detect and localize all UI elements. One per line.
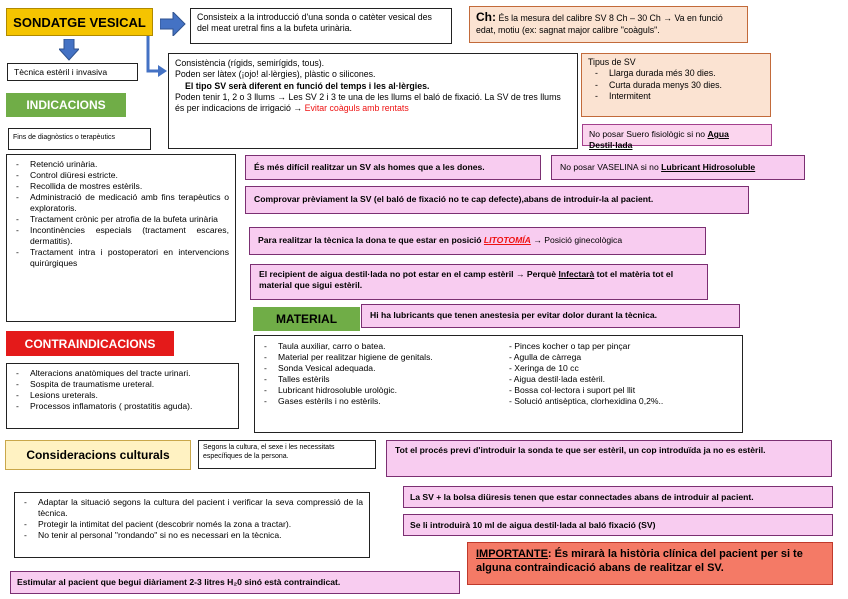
list-item: - Talles estèrils bbox=[261, 374, 501, 385]
tecnica-box: Tècnica estèril i invasiva bbox=[7, 63, 138, 81]
bossa-note: La SV + la bolsa diüresis tenen que estar connectades abans de introduir al pacient. bbox=[403, 486, 833, 508]
list-item: - No tenir al personal "rondando" si no es necessari en la tècnica. bbox=[21, 530, 363, 541]
intro-box: Consisteix a la introducció d'una sonda o catèter vesical des del meat uretral fins a la bufeta urinària. bbox=[190, 8, 452, 44]
comprovar-note: Comprovar prèviament la SV (el baló de fixació no te cap defecte),abans de introduir-la al pacient. bbox=[245, 186, 749, 214]
list-item: - Xeringa de 10 cc bbox=[509, 363, 579, 373]
list-item: - Sonda Vesical adequada. bbox=[261, 363, 501, 374]
list-item: - Aigua destil·lada estèril. bbox=[509, 374, 606, 384]
consistencia-line: Consistència (rígids, semirígids, tous). bbox=[175, 58, 325, 68]
consistencia-box bbox=[168, 53, 578, 149]
lubricants-note: Hi ha lubricants que tenen anestesia per evitar dolor durant la tècnica. bbox=[361, 304, 740, 328]
list-item: - Adaptar la situació segons la cultura del pacient i verificar la seva compressió de la tècnica. bbox=[21, 497, 363, 519]
suero-note: No posar Suero fisiològic si no Agua Destil·lada bbox=[582, 124, 772, 146]
culturals-list bbox=[14, 492, 370, 558]
list-item: - Retenció urinària. bbox=[13, 159, 229, 170]
consistencia-line: Poden ser làtex (¡ojo! al·lèrgies), plàstic o silicones. bbox=[175, 69, 376, 80]
indicacions-list bbox=[6, 154, 236, 322]
list-item: - Sospita de traumatisme ureteral. bbox=[13, 379, 232, 390]
calibre-box bbox=[469, 6, 748, 43]
list-item: - Lesions ureterals. bbox=[13, 390, 232, 401]
recipient-note: El recipient de aigua destil·lada no pot estar en el camp estèril → Perquè Infectarà tot el matèria tot el material que sigui estèril. bbox=[250, 264, 708, 300]
list-item: - Recollida de mostres estèrils. bbox=[13, 181, 229, 192]
list-item: - Alteracions anatòmiques del tracte urinari. bbox=[13, 368, 232, 379]
dificil-note: És més difícil realitzar un SV als homes que a les dones. bbox=[245, 155, 541, 180]
arrow-down-icon bbox=[59, 39, 79, 61]
list-item: - Protegir la intimitat del pacient (descobrir només la zona a tractar). bbox=[21, 519, 363, 530]
list-item: - Administració de medicació amb fins terapèutics o exploratoris. bbox=[13, 192, 229, 214]
list-item: - Curta durada menys 30 dies. bbox=[592, 80, 764, 91]
contraindicacions-list bbox=[6, 363, 239, 429]
consistencia-line: Poden tenir 1, 2 o 3 llums → Les SV 2 i 3 te una de les llums el baló de fixació. La SV de tres llums és per indicacions de irrigació → Evitar coàguls amb rentats bbox=[175, 91, 561, 113]
estimular-note: Estimular al pacient que begui diàriament 2-3 litres H₂0 sinó està contraindicat. bbox=[10, 571, 460, 594]
list-item: - Incontinències especials (tractament escares, dermatitis). bbox=[13, 225, 229, 247]
importante-box: IMPORTANTE: És mirarà la història clínica del pacient per si te alguna contraindicació abans de realitzar el SV. bbox=[467, 542, 833, 585]
vaselina-note: No posar VASELINA si no Lubricant Hidrosoluble bbox=[551, 155, 805, 180]
culturals-header: Consideracions culturals bbox=[5, 440, 191, 470]
importante-label: IMPORTANTE bbox=[476, 548, 548, 560]
contraindicacions-header: CONTRAINDICACIONS bbox=[6, 331, 174, 356]
list-item: - Intermitent bbox=[592, 91, 764, 102]
list-item: - Solució antisèptica, clorhexidina 0,2%.. bbox=[509, 396, 664, 406]
calibre-text: És la mesura del calibre SV 8 Ch – 30 Ch → Va en funció edat, motiu (ex: sagnat major calibre "coàguls". bbox=[476, 13, 723, 36]
list-item: - Material per realitzar higiene de genitals. bbox=[261, 352, 501, 363]
list-item: - Agulla de càrrega bbox=[509, 352, 582, 362]
introdueix-note: Se li introduirà 10 ml de aigua destil·lada al baló fixació (SV) bbox=[403, 514, 833, 536]
list-item: - Pinces kocher o tap per pinçar bbox=[509, 341, 631, 351]
consistencia-line: El tipo SV serà diferent en funció del temps i les al·lèrgies. bbox=[185, 80, 430, 91]
material-list bbox=[254, 335, 743, 433]
title-header: SONDATGE VESICAL bbox=[6, 8, 153, 36]
indicacions-header: INDICACIONS bbox=[6, 93, 126, 117]
cop-note: Tot el procés previ d'introduir la sonda te que ser estèril, un cop introduïda ja no es estèril. bbox=[386, 440, 832, 477]
indicacions-sub: Fins de diagnòstics o terapèutics bbox=[8, 128, 151, 150]
list-item: - Bossa col·lectora i suport pel llit bbox=[509, 385, 636, 395]
arrow-right-icon bbox=[160, 12, 186, 36]
litotomia-note: Para realitzar la tècnica la dona te que estar en posició LITOTOMÍA → Posició ginecològica bbox=[249, 227, 706, 255]
list-item: - Tractament intra i postoperatori en intervencions quirúrgiques bbox=[13, 247, 229, 269]
list-item: - Llarga durada més 30 dies. bbox=[592, 68, 764, 79]
tipus-sv-box bbox=[581, 53, 771, 117]
elbow-arrow-icon bbox=[140, 36, 168, 78]
list-item: - Processos inflamatoris ( prostatitis aguda). bbox=[13, 401, 232, 412]
tipus-title: Tipus de SV bbox=[588, 57, 636, 67]
culturals-sub: Segons la cultura, el sexe i les necessitats específiques de la persona. bbox=[198, 440, 376, 469]
list-item: - Lubricant hidrosoluble urològic. bbox=[261, 385, 501, 396]
list-item: - Control diüresi estricte. bbox=[13, 170, 229, 181]
material-header: MATERIAL bbox=[253, 307, 360, 331]
calibre-label: Ch: bbox=[476, 10, 496, 24]
list-item: - Tractament crònic per atrofia de la bufeta urinària bbox=[13, 214, 229, 225]
list-item: - Gases estèrils i no estèrils. bbox=[261, 396, 501, 407]
list-item: - Taula auxiliar, carro o batea. bbox=[261, 341, 501, 352]
